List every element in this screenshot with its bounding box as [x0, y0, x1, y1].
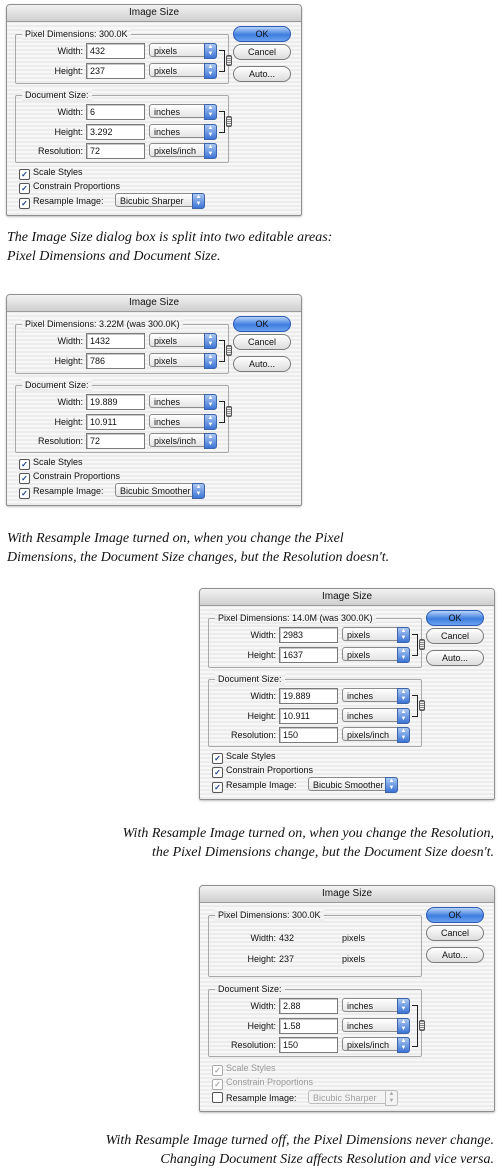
pixel-width-field[interactable]: 432	[86, 43, 145, 59]
checkmark-icon: ✓	[19, 169, 30, 180]
checkmark-icon: ✓	[212, 753, 223, 764]
constrain-proportions-checkbox[interactable]	[19, 470, 120, 482]
pixel-height-unit: pixels	[342, 954, 366, 964]
scale-styles-label: Scale Styles	[226, 751, 276, 761]
document-size-group	[208, 984, 422, 1057]
constrain-proportions-checkbox	[212, 1076, 313, 1088]
pixel-width-field[interactable]: 1432	[86, 333, 145, 349]
unit-value: pixels	[154, 356, 178, 366]
doc-height-field[interactable]: 3.292	[86, 124, 145, 140]
unit-value: pixels	[347, 630, 371, 640]
resolution-field[interactable]: 72	[86, 143, 145, 159]
doc-width-unit-select[interactable]	[342, 998, 410, 1012]
doc-height-label: Height:	[247, 711, 276, 721]
doc-width-label: Width:	[250, 1001, 276, 1011]
scale-styles-checkbox[interactable]	[212, 750, 276, 762]
doc-width-row	[16, 394, 228, 410]
pixel-width-label: Width:	[250, 933, 276, 943]
doc-height-field[interactable]: 10.911	[279, 708, 338, 724]
pixel-width-row	[209, 627, 421, 643]
document-size-label: Document Size:	[22, 89, 92, 101]
constrain-proportions-label: Constrain Proportions	[33, 181, 121, 191]
dialog-title: Image Size	[200, 589, 494, 606]
doc-width-field[interactable]: 2.88	[279, 998, 338, 1014]
resolution-unit-select[interactable]	[149, 433, 217, 447]
document-size-group	[208, 674, 422, 747]
cancel-button[interactable]: Cancel	[233, 44, 291, 60]
pixel-height-label: Height:	[54, 66, 83, 76]
auto-button[interactable]: Auto...	[233, 66, 291, 82]
caption-line: With Resample Image turned on, when you change the Resolution,	[122, 826, 494, 841]
checkmark-icon: ✓	[212, 1079, 223, 1090]
unit-value: inches	[347, 1001, 374, 1011]
pixel-dimensions-label: Pixel Dimensions: 300.0K	[22, 28, 131, 40]
resolution-row	[16, 433, 228, 449]
doc-width-unit-select[interactable]	[149, 104, 217, 118]
scale-styles-checkbox[interactable]	[19, 166, 83, 178]
doc-width-row	[209, 998, 421, 1014]
document-size-group	[15, 380, 229, 453]
link-bracket	[219, 401, 225, 423]
doc-width-field[interactable]: 19.889	[86, 394, 145, 410]
select-arrows-icon: ▲ ▼	[385, 777, 398, 793]
select-arrows-icon: ▲ ▼	[204, 63, 217, 79]
chain-link-icon	[226, 116, 232, 127]
resample-method-select[interactable]	[115, 483, 205, 497]
pixel-dimensions-group	[15, 29, 229, 84]
resolution-field[interactable]: 150	[279, 727, 338, 743]
select-arrows-icon: ▲ ▼	[204, 104, 217, 120]
doc-width-row	[209, 688, 421, 704]
pixel-height-unit-select[interactable]	[342, 647, 410, 661]
doc-width-unit-select[interactable]	[149, 394, 217, 408]
ok-button[interactable]: OK	[426, 907, 484, 923]
constrain-proportions-label: Constrain Proportions	[33, 471, 121, 481]
resample-image-checkbox[interactable]	[212, 779, 412, 791]
doc-height-label: Height:	[54, 127, 83, 137]
select-arrows-icon: ▲ ▼	[397, 998, 410, 1014]
resolution-unit-select[interactable]	[342, 727, 410, 741]
pixel-height-field[interactable]: 1637	[279, 647, 338, 663]
cancel-button[interactable]: Cancel	[233, 334, 291, 350]
constrain-proportions-label: Constrain Proportions	[226, 765, 314, 775]
caption-line: the Pixel Dimensions change, but the Document Size doesn't.	[151, 845, 494, 860]
scale-styles-checkbox	[212, 1062, 276, 1074]
select-arrows-icon: ▲ ▼	[397, 688, 410, 704]
pixel-height-unit-select[interactable]	[149, 63, 217, 77]
doc-height-row	[16, 124, 228, 140]
doc-height-row	[209, 708, 421, 724]
pixel-width-row	[209, 930, 421, 946]
pixel-width-unit-select[interactable]	[149, 43, 217, 57]
pixel-height-unit-select[interactable]	[149, 353, 217, 367]
resolution-row	[209, 1037, 421, 1053]
caption-line: Changing Document Size affects Resolution and vice versa.	[160, 1152, 494, 1167]
pixel-width-unit-select[interactable]	[342, 627, 410, 641]
pixel-width-row	[16, 333, 228, 349]
checkmark-icon: ✓	[19, 488, 30, 499]
pixel-height-row	[209, 951, 421, 967]
caption-1	[7, 228, 332, 266]
doc-height-label: Height:	[54, 417, 83, 427]
link-bracket	[412, 1005, 418, 1047]
unit-value: pixels/inch	[154, 146, 197, 156]
chain-link-icon	[419, 639, 425, 650]
unit-value: pixels	[154, 46, 178, 56]
doc-width-label: Width:	[250, 691, 276, 701]
select-arrows-icon: ▲ ▼	[385, 1090, 398, 1106]
select-arrows-icon: ▲ ▼	[204, 43, 217, 59]
checkmark-icon: ✓	[19, 183, 30, 194]
select-arrows-icon: ▲ ▼	[204, 414, 217, 430]
caption-line: Pixel Dimensions and Document Size.	[7, 249, 221, 264]
resample-method-value: Bicubic Smoother	[120, 486, 191, 496]
ok-button[interactable]: OK	[233, 26, 291, 42]
resample-method-value: Bicubic Smoother	[313, 780, 384, 790]
auto-button[interactable]: Auto...	[426, 947, 484, 963]
unit-value: pixels	[154, 66, 178, 76]
unit-value: inches	[154, 417, 181, 427]
select-arrows-icon: ▲ ▼	[397, 1018, 410, 1034]
unit-value: pixels/inch	[154, 436, 197, 446]
caption-line: With Resample Image turned off, the Pixel Dimensions never change.	[105, 1133, 494, 1148]
pixel-dimensions-group	[208, 613, 422, 668]
pixel-dimensions-label: Pixel Dimensions: 3.22M (was 300.0K)	[22, 318, 183, 330]
pixel-width-row	[16, 43, 228, 59]
checkmark-icon: ✓	[212, 767, 223, 778]
scale-styles-checkbox[interactable]	[19, 456, 83, 468]
document-size-label: Document Size:	[215, 983, 285, 995]
pixel-width-label: Width:	[57, 336, 83, 346]
pixel-height-field[interactable]: 786	[86, 353, 145, 369]
resample-method-select[interactable]	[115, 193, 205, 207]
caption-4	[4, 1131, 494, 1169]
pixel-height-value: 237	[279, 954, 295, 964]
scale-styles-label: Scale Styles	[33, 457, 83, 467]
doc-width-unit-select[interactable]	[342, 688, 410, 702]
select-arrows-icon: ▲ ▼	[204, 124, 217, 140]
pixel-dimensions-group	[15, 319, 229, 374]
pixel-width-label: Width:	[250, 630, 276, 640]
document-size-group	[15, 90, 229, 163]
doc-height-row	[209, 1018, 421, 1034]
resolution-field[interactable]: 72	[86, 433, 145, 449]
dialog-title: Image Size	[7, 5, 301, 22]
resolution-unit-select[interactable]	[149, 143, 217, 157]
select-arrows-icon: ▲ ▼	[192, 193, 205, 209]
unit-value: pixels	[347, 650, 371, 660]
link-bracket	[412, 695, 418, 717]
resample-method-value: Bicubic Sharper	[120, 196, 184, 206]
resolution-label: Resolution:	[37, 146, 83, 156]
unit-value: pixels/inch	[347, 1040, 390, 1050]
link-bracket	[219, 111, 225, 133]
image-size-dialog-2	[6, 294, 302, 506]
resample-image-checkbox[interactable]	[212, 1092, 412, 1104]
pixel-width-unit: pixels	[342, 933, 366, 943]
pixel-height-label: Height:	[54, 356, 83, 366]
image-size-dialog-3	[199, 588, 495, 800]
pixel-height-field[interactable]: 237	[86, 63, 145, 79]
chain-link-icon	[419, 1020, 425, 1031]
ok-button[interactable]: OK	[233, 316, 291, 332]
chain-link-icon	[226, 406, 232, 417]
resample-image-label: Resample Image:	[33, 196, 104, 206]
cancel-button[interactable]: Cancel	[426, 628, 484, 644]
doc-height-row	[16, 414, 228, 430]
link-bracket	[219, 50, 225, 72]
resample-image-checkbox[interactable]	[19, 195, 219, 207]
unit-value: pixels	[154, 336, 178, 346]
unit-value: inches	[154, 397, 181, 407]
pixel-height-row	[16, 353, 228, 369]
doc-width-label: Width:	[57, 107, 83, 117]
constrain-proportions-checkbox[interactable]	[19, 180, 120, 192]
resample-image-label: Resample Image:	[226, 780, 297, 790]
resample-image-label: Resample Image:	[226, 1093, 297, 1103]
doc-width-label: Width:	[57, 397, 83, 407]
resolution-row	[16, 143, 228, 159]
document-size-label: Document Size:	[215, 673, 285, 685]
pixel-width-label: Width:	[57, 46, 83, 56]
doc-height-unit-select[interactable]	[342, 708, 410, 722]
select-arrows-icon: ▲ ▼	[204, 433, 217, 449]
select-arrows-icon: ▲ ▼	[397, 627, 410, 643]
image-size-dialog-4	[199, 885, 495, 1112]
select-arrows-icon: ▲ ▼	[204, 353, 217, 369]
chain-link-icon	[419, 700, 425, 711]
caption-3	[20, 824, 494, 862]
scale-styles-label: Scale Styles	[33, 167, 83, 177]
unit-value: inches	[347, 711, 374, 721]
checkmark-icon: ✓	[19, 198, 30, 209]
select-arrows-icon: ▲ ▼	[397, 727, 410, 743]
doc-height-unit-select[interactable]	[342, 1018, 410, 1032]
link-bracket	[219, 340, 225, 362]
unit-value: pixels/inch	[347, 730, 390, 740]
caption-2	[7, 529, 389, 567]
caption-line: Dimensions, the Document Size changes, but the Resolution doesn't.	[7, 550, 390, 565]
pixel-height-row	[209, 647, 421, 663]
pixel-width-value: 432	[279, 933, 295, 943]
constrain-proportions-checkbox[interactable]	[212, 764, 313, 776]
select-arrows-icon: ▲ ▼	[204, 333, 217, 349]
pixel-width-field[interactable]: 2983	[279, 627, 338, 643]
resolution-unit-select[interactable]	[342, 1037, 410, 1051]
dialog-title: Image Size	[200, 886, 494, 903]
doc-height-field[interactable]: 1.58	[279, 1018, 338, 1034]
cancel-button[interactable]: Cancel	[426, 925, 484, 941]
select-arrows-icon: ▲ ▼	[204, 394, 217, 410]
checkbox-empty-icon	[212, 1092, 223, 1103]
doc-height-unit-select[interactable]	[149, 414, 217, 428]
checkmark-icon: ✓	[19, 473, 30, 484]
resolution-row	[209, 727, 421, 743]
document-size-label: Document Size:	[22, 379, 92, 391]
select-arrows-icon: ▲ ▼	[192, 483, 205, 499]
select-arrows-icon: ▲ ▼	[397, 1037, 410, 1053]
doc-width-row	[16, 104, 228, 120]
resolution-field[interactable]: 150	[279, 1037, 338, 1053]
image-size-dialog-1	[6, 4, 302, 216]
pixel-width-unit-select[interactable]	[149, 333, 217, 347]
doc-width-field[interactable]: 19.889	[279, 688, 338, 704]
resample-image-checkbox[interactable]	[19, 485, 219, 497]
checkmark-icon: ✓	[19, 459, 30, 470]
resample-image-label: Resample Image:	[33, 486, 104, 496]
chain-link-icon	[226, 55, 232, 66]
doc-height-field[interactable]: 10.911	[86, 414, 145, 430]
doc-height-unit-select[interactable]	[149, 124, 217, 138]
pixel-dimensions-label: Pixel Dimensions: 300.0K	[215, 909, 324, 921]
checkmark-icon: ✓	[212, 1065, 223, 1076]
caption-line: With Resample Image turned on, when you change the Pixel	[7, 531, 344, 546]
pixel-dimensions-label: Pixel Dimensions: 14.0M (was 300.0K)	[215, 612, 376, 624]
select-arrows-icon: ▲ ▼	[397, 647, 410, 663]
ok-button[interactable]: OK	[426, 610, 484, 626]
doc-height-label: Height:	[247, 1021, 276, 1031]
caption-line: The Image Size dialog box is split into two editable areas:	[7, 230, 333, 245]
chain-link-icon	[226, 345, 232, 356]
unit-value: inches	[347, 691, 374, 701]
unit-value: inches	[347, 1021, 374, 1031]
unit-value: inches	[154, 107, 181, 117]
pixel-dimensions-group	[208, 910, 422, 977]
resolution-label: Resolution:	[37, 436, 83, 446]
resolution-label: Resolution:	[230, 1040, 276, 1050]
auto-button[interactable]: Auto...	[233, 356, 291, 372]
checkmark-icon: ✓	[212, 782, 223, 793]
select-arrows-icon: ▲ ▼	[397, 708, 410, 724]
pixel-height-label: Height:	[247, 650, 276, 660]
resample-method-value: Bicubic Sharper	[313, 1093, 377, 1103]
constrain-proportions-label: Constrain Proportions	[226, 1077, 314, 1087]
resample-method-select	[308, 1090, 398, 1104]
select-arrows-icon: ▲ ▼	[204, 143, 217, 159]
unit-value: inches	[154, 127, 181, 137]
doc-width-field[interactable]: 6	[86, 104, 145, 120]
pixel-height-row	[16, 63, 228, 79]
scale-styles-label: Scale Styles	[226, 1063, 276, 1073]
resample-method-select[interactable]	[308, 777, 398, 791]
auto-button[interactable]: Auto...	[426, 650, 484, 666]
resolution-label: Resolution:	[230, 730, 276, 740]
link-bracket	[412, 634, 418, 656]
pixel-height-label: Height:	[247, 954, 276, 964]
dialog-title: Image Size	[7, 295, 301, 312]
